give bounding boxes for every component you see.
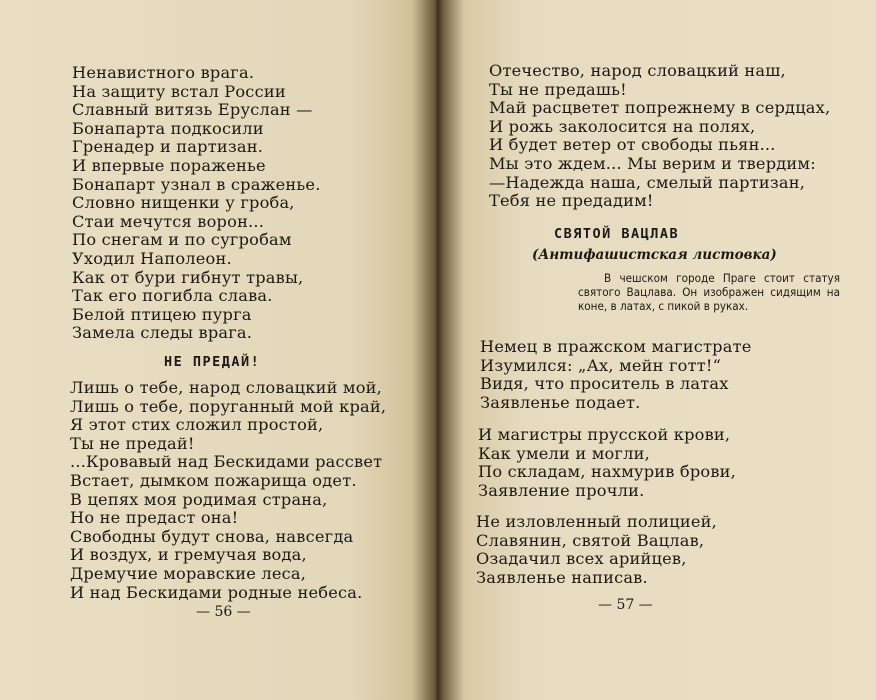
verse-line: ...Кровавый над Бескидами рассвет	[70, 452, 383, 472]
poem-title: НЕ ПРЕДАЙ!	[164, 354, 261, 370]
verse-line: И магистры прусской крови,	[478, 425, 731, 444]
verse-line: Тебя не предадим!	[489, 191, 654, 211]
verse-line: Белой птицею пурга	[72, 304, 252, 324]
verse-line: Как умели и могли,	[478, 443, 650, 463]
verse-bottom	[70, 379, 386, 602]
verse-line: В цепях моя родимая страна,	[70, 489, 328, 509]
verse-line: Лишь о тебе, народ словацкий мой,	[70, 378, 382, 397]
verse-line: И будет ветер от свободы пьян...	[489, 135, 776, 155]
verse-line: Изумился: „Ах, мейн готт!“	[480, 355, 722, 375]
verse-line: Не изловленный полицией,	[476, 512, 717, 531]
left-page	[0, 0, 434, 700]
verse-line: Отечество, народ словацкий наш,	[489, 61, 786, 80]
epigraph: В чешском городе Праге стоит статуя святого Вацлава. Он изображен сидящим на коне, в латах, с пикой в руках.	[578, 271, 840, 313]
verse-line: Ты не предай!	[70, 433, 195, 453]
verse-line: На защиту встал России	[72, 81, 286, 101]
poem-subtitle: (Антифашистская листовка)	[532, 247, 777, 263]
verse-line: Озадачил всех арийцев,	[476, 549, 687, 569]
verse-line: Славный витязь Еруслан —	[72, 100, 313, 120]
right-page	[442, 0, 876, 700]
stanza	[480, 338, 752, 412]
verse-line: Славянин, святой Вацлав,	[476, 530, 705, 550]
verse-line: —Надежда наша, смелый партизан,	[489, 172, 806, 192]
verse-line: И впервые пораженье	[72, 155, 266, 175]
verse-line: Заявленье написав.	[476, 567, 648, 587]
verse-line: Я этот стих сложил простой,	[70, 415, 324, 435]
verse-line: По складам, нахмурив брови,	[478, 462, 737, 482]
verse-line: Немец в пражском магистрате	[480, 337, 752, 356]
stanza	[478, 426, 736, 500]
verse-line: Бонапарт узнал в сраженье.	[72, 174, 321, 194]
verse-line: Лишь о тебе, поруганный мой край,	[70, 396, 387, 416]
verse-line: Встает, дымком пожарища одет.	[70, 470, 357, 490]
verse-line: Замела следы врага.	[72, 323, 253, 343]
page-number: — 57 —	[598, 597, 653, 613]
verse-line: Дремучие моравские леса,	[70, 563, 307, 583]
verse-top	[489, 62, 830, 211]
verse-line: Свободны будут снова, навсегда	[70, 526, 354, 546]
verse-line: И воздух, и гремучая вода,	[70, 545, 307, 565]
verse-line: Уходил Наполеон.	[72, 248, 232, 268]
verse-line: Май расцветет попрежнему в сердцах,	[489, 98, 831, 118]
verse-line: Словно нищенки у гроба,	[72, 193, 295, 213]
verse-line: И над Бескидами родные небеса.	[70, 582, 363, 602]
verse-line: Видя, что проситель в латах	[480, 374, 729, 394]
stanza	[476, 513, 717, 587]
verse-line: Мы это ждем... Мы верим и твердим:	[489, 153, 816, 173]
verse-line: И рожь заколосится на полях,	[489, 116, 756, 136]
verse-line: Как от бури гибнут травы,	[72, 267, 304, 287]
verse-line: Но не предаст она!	[70, 508, 239, 528]
verse-line: Так его погибла слава.	[72, 286, 273, 306]
verse-line: Заявленье подает.	[480, 392, 641, 412]
verse-line: Стаи мечутся ворон...	[72, 211, 265, 231]
page-number: — 56 —	[196, 604, 251, 620]
verse-top	[72, 64, 321, 343]
verse-line: Гренадер и партизан.	[72, 137, 264, 157]
poem-title: СВЯТОЙ ВАЦЛАВ	[554, 226, 680, 242]
verse-line: Ненавистного врага.	[72, 63, 255, 82]
verse-line: Бонапарта подкосили	[72, 118, 264, 138]
verse-line: Ты не предашь!	[489, 79, 627, 99]
verse-line: Заявление прочли.	[478, 480, 645, 500]
verse-line: По снегам и по сугробам	[72, 230, 292, 250]
